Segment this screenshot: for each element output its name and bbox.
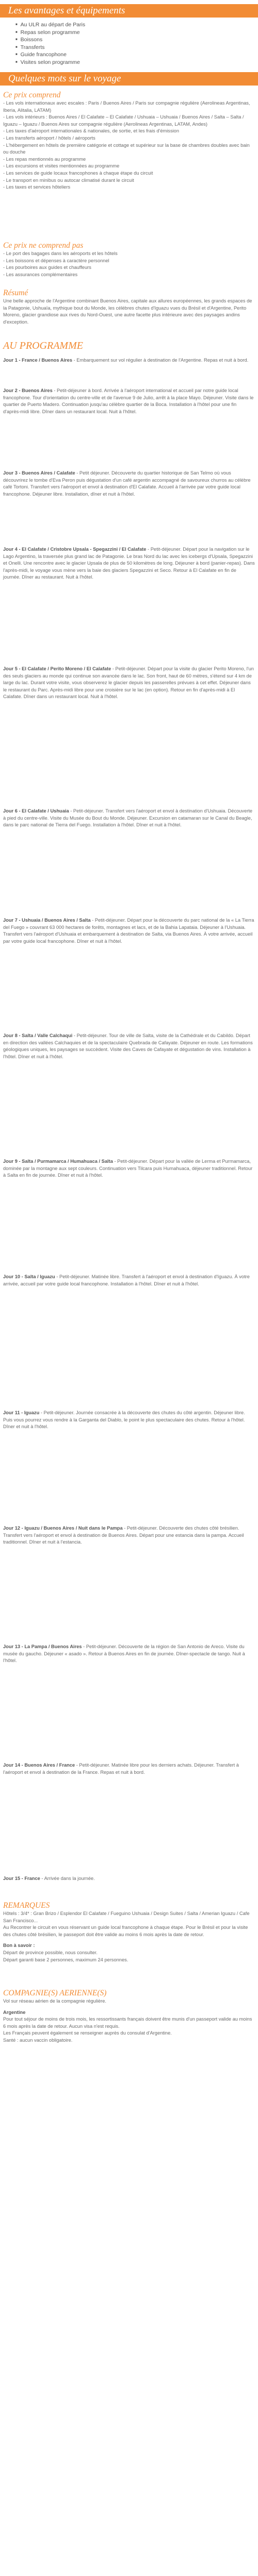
- advantage-item: ■ Boissons: [15, 36, 85, 44]
- day-text: - Petit-déjeuner. Départ pour la découverte du parc national de la « La Tierra del Fuego » couvrant 63 000 hectares de forêts, montagnes et lacs, et de la Bahia Lapataia. Déjeuner à l'Ushuaia. Transfert vers l'aéroport d'Ushuaia et embarquement à destination de Salta, via Buenos Aires. À votre arrivée, accueil par votre guide local francophone. Dîner et nuit à l'hôtel.: [3, 918, 254, 944]
- airline-line: Argentine: [3, 2009, 26, 2015]
- summary-title: Résumé: [3, 289, 28, 297]
- advantage-item: ■ Visites selon programme: [15, 59, 85, 66]
- advantages-list: [15, 21, 85, 66]
- price-included-section: [3, 91, 255, 191]
- program-section: [3, 340, 255, 351]
- day-text: - Petit-déjeuner. Découverte de la région de San Antonio de Areco. Visite du musée du gaucho. Déjeuner « asado ». Retour à Buenos Aires en fin de journée. Dîner-spectacle de tango. Nuit à l'hôtel.: [3, 1644, 245, 1664]
- airline-title: COMPAGNIE(S) AERIENNE(S): [3, 1989, 107, 1997]
- airline-line: Vol sur réseau aérien de la compagnie régulière.: [3, 1998, 107, 2004]
- price-included-line: - Les services de guide locaux francophones à chaque étape du circuit: [3, 170, 153, 176]
- day-block: [3, 357, 255, 364]
- summary-section: [3, 289, 255, 326]
- price-included-line: - L'hébergement en hôtels de première catégorie et cottage et supérieur sur la base de chambres doubles avec bain ou douche: [3, 142, 250, 155]
- day-block: [3, 1525, 255, 1546]
- price-excluded-list: [3, 250, 255, 278]
- day-block: [3, 1032, 255, 1060]
- airline-line: Les Français peuvent également se renseigner auprès du consulat d'Argentine.: [3, 2030, 172, 2036]
- price-included-line: - Le transport en minibus ou autocar climatisé durant le circuit: [3, 177, 134, 183]
- price-included-line: - Les vols intérieurs : Buenos Aires / El Calafate – El Calafate / Ushuaia – Ushuaia / Buenos Aires / Salta – Salta / Iguazu – Iguazu / Buenos Aires sur compagnie régulière (Aerolineas Argentinas, LATAM, Andes): [3, 114, 244, 127]
- day-text: - Petit-déjeuner. Départ pour la visite du glacier Perito Moreno, l'un des seuls glaciers au monde qui continue son avancée dans le lac. Son front, haut de 60 mètres, s'étend sur 4 km de large du lac. Durant votre visite, vous observerez le glacier depuis les passerelles prévues à cet effet. Déjeuner dans le restaurant du Parc. Après-midi libre pour une croisière sur le lac (en option). Retour en fin d'après-midi à El Calafate. Dîner dans un restaurant local. Nuit à l'hôtel.: [3, 666, 254, 700]
- airline-line: Pour tout séjour de moins de trois mois, les ressortissants français doivent être munis d'un passeport valide au moins 6 mois après la date de retour. Aucun visa n'est requis.: [3, 2016, 252, 2029]
- day-title: Jour 12 - Iguazu / Buenos Aires / Nuit dans le Pampa: [3, 1526, 123, 1531]
- remarks-text: [3, 1910, 255, 1963]
- airline-line: Santé : aucun vaccin obligatoire.: [3, 2037, 73, 2043]
- day-text: - Petit-déjeuner. Départ pour la navigation sur le Lago Argentino, la traversée plus grand lac de Patagonie. Le bras Nord du lac avec les icebergs d'Upsala, Spegazzini et Onelli. Une rencontre avec le glacier Upsala de plus de 50 kilomètres de long. Déjeuner à bord (panier-repas). Dans l'après-midi, le voyage vous mène vers la baie des glaciers Spegazzini et Seco. Retour à El Calafate en fin de journée. Dîner au restaurant. Nuit à l'hôtel.: [3, 547, 255, 580]
- remarks-line: Au Recontrer le circuit en vous réservant un guide local francophone à chaque étape. Pour le Brésil et pour la visite des chutes côté brésilien, le passeport doit être valide au moins 6 mois après la date de retour.: [3, 1925, 248, 1937]
- price-excluded-line: - Les pourboires aux guides et chauffeurs: [3, 265, 91, 270]
- day-text: - Embarquement sur vol régulier à destination de l'Argentine. Repas et nuit à bord.: [72, 358, 249, 363]
- day-block: [3, 1643, 255, 1665]
- day-title: Jour 13 - La Pampa / Buenos Aires: [3, 1644, 82, 1649]
- price-excluded-section: [3, 241, 255, 278]
- day-text: - Petit-déjeuner. Journée consacrée à la découverte des chutes du côté argentin. Déjeuner libre. Puis vous pourrez vous rendre à la Garganta del Diablo, le point le plus spectaculaire des chutes. Retour à l'hôtel. Dîner et nuit à l'hôtel.: [3, 1410, 245, 1430]
- day-title: Jour 8 - Salta / Valle Calchaqui: [3, 1033, 73, 1038]
- day-text: - Petit déjeuner. Découverte du quartier historique de San Telmo où vous découvrirez le tombe d'Eva Peron puis dégustation d'un café argentin accompagné de savoureux churros au célèbre café Tortoni. Transfert vers l'aéroport et envol à destination d'El Calafate. Accueil à l'arrivée par votre guide local francophone. Déjeuner libre. Installation, dîner et nuit à l'hôtel.: [3, 470, 251, 497]
- day-block: [3, 387, 255, 415]
- day-title: Jour 1 - France / Buenos Aires: [3, 358, 72, 363]
- day-title: Jour 2 - Buenos Aires: [3, 388, 53, 393]
- advantage-item: ■ Au ULR au départ de Paris: [15, 21, 85, 29]
- day-title: Jour 4 - El Calafate / Cristobre Upsala - Spegazzini / El Calafate: [3, 547, 147, 552]
- day-text: - Arrivée dans la journée.: [40, 1876, 95, 1881]
- advantage-item: ■ Guide francophone: [15, 51, 85, 59]
- price-excluded-title: Ce prix ne comprend pas: [3, 241, 84, 250]
- day-block: [3, 1158, 255, 1179]
- trip-info-banner: Quelques mots sur le voyage: [0, 72, 258, 86]
- day-text: - Petit-déjeuner. Tour de ville de Salta, visite de la Cathédrale et du Cabildo. Départ en direction des vallées Calchaquies et de la spectaculaire Quebrada de Cafayate. Déjeuner en route. Les formations géologiques uniques, les paysages se succèdent. Visite des Caves de Cafayate et dégustation de vins. Installation à l'hôtel. Dîner et nuit à l'hôtel.: [3, 1033, 253, 1059]
- remarks-section: [3, 1901, 255, 1963]
- day-block: [3, 1410, 255, 1431]
- day-text: - Petit-déjeuner. Transfert vers l'aéroport et envol à destination d'Ushuaia. Découverte à pied du centre-ville. Visite du Musée du Bout du Monde. Déjeuner. Excursion en catamaran sur le Canal du Beagle, dans le parc national de Tierra del Fuego. Installation à l'hôtel. Dîner et nuit à l'hôtel.: [3, 808, 253, 828]
- price-excluded-line: - Les assurances complémentaires: [3, 272, 78, 277]
- day-text: - Petit-déjeuner à bord. Arrivée à l'aéroport international et accueil par notre guide local francophone. Tour d'orientation du centre-ville et de l'avenue 9 de Julio, arrêt à la place Mayo. Déjeuner. Visite dans le quartier de Puerto Madero. Continuation jusqu'au célèbre quartier de la Boca. Installation à l'hôtel pour une fin d'après-midi libre. Dîner dans un restaurant local. Nuit à l'hôtel.: [3, 388, 254, 414]
- price-included-title: Ce prix comprend: [3, 91, 61, 99]
- day-block: [3, 1274, 255, 1287]
- day-title: Jour 10 - Salta / Iguazu: [3, 1274, 55, 1279]
- advantage-item: ■ Transferts: [15, 44, 85, 52]
- advantage-item: ■ Repas selon programme: [15, 29, 85, 37]
- day-title: Jour 7 - Ushuaia / Buenos Aires / Salta: [3, 918, 91, 923]
- summary-text: Une belle approche de l'Argentine combinant Buenos Aires, capitale aux allures européennes, les grands espaces de la Patagonie, Ushuaïa, mythique bout du Monde, les célèbres chutes d'Iguazu vues du Brésil et d'Argentine, Perito Moreno, glacier grandiose aux rives du Nord-Ouest, une autre facette plus intérieure avec des paysages andins d'exception.: [3, 298, 252, 325]
- price-included-line: - Les taxes et services hôteliers: [3, 184, 71, 190]
- price-included-line: - Les repas mentionnés au programme: [3, 156, 86, 162]
- price-included-line: - Les taxes d'aéroport internationales & nationales, de sortie, et les frais d'émission: [3, 128, 180, 134]
- day-block: [3, 666, 255, 701]
- day-title: Jour 11 - Iguazu: [3, 1410, 40, 1415]
- day-title: Jour 6 - El Calafate / Ushuaia: [3, 808, 69, 814]
- day-block: [3, 917, 255, 945]
- remarks-title: REMARQUES: [3, 1901, 50, 1910]
- day-text: - Petit-déjeuner. Découverte des chutes côté brésilien. Transfert vers l'aéroport et envol à destination de Buenos Aires. Départ pour une estancia dans la pampa. Accueil traditionnel. Dîner et nuit à l'estancia.: [3, 1526, 244, 1545]
- airline-text: [3, 1998, 255, 2044]
- price-excluded-line: - Les boissons et dépenses à caractère personnel: [3, 258, 109, 263]
- day-text: - Petit-déjeuner. Matinée libre pour les derniers achats. Déjeuner. Transfert à l'aéroport et envol à destination de la France. Repas et nuit à bord.: [3, 1762, 239, 1775]
- day-block: [3, 1762, 255, 1776]
- remarks-line: Départ de province possible, nous consulter.: [3, 1950, 98, 1955]
- day-block: [3, 808, 255, 829]
- day-title: Jour 14 - Buenos Aires / France: [3, 1762, 75, 1768]
- day-block: [3, 1875, 255, 1883]
- airline-section: [3, 1989, 255, 2044]
- remarks-line: Départ garanti base 2 personnes, maximum 24 personnes.: [3, 1957, 128, 1962]
- day-title: Jour 3 - Buenos Aires / Calafate: [3, 470, 75, 476]
- program-title: AU PROGRAMME: [3, 340, 83, 351]
- day-text: - Petit-déjeuner. Matinée libre. Transfert à l'aéroport et envol à destination d'Iguazu. À votre arrivée, accueil par votre guide local francophone. Installation à l'hôtel. Dîner et nuit à l'hôtel.: [3, 1274, 250, 1286]
- advantages-banner: Les avantages et équipements: [0, 4, 258, 18]
- price-included-list: [3, 100, 255, 191]
- day-title: Jour 9 - Salta / Purmamarca / Humahuaca / Salta: [3, 1159, 113, 1164]
- remarks-line: Bon à savoir :: [3, 1943, 35, 1948]
- price-included-line: - Les vols internationaux avec escales : Paris / Buenos Aires / Paris sur compagnie régulière (Aerolineas Argentinas, Iberia, Alitalia, LATAM): [3, 100, 250, 113]
- price-excluded-line: - Le port des bagages dans les aéroports et les hôtels: [3, 251, 118, 256]
- day-title: Jour 15 - France: [3, 1876, 40, 1881]
- day-title: Jour 5 - El Calafate / Perito Moreno / El Calafate: [3, 666, 111, 671]
- day-text: - Petit-déjeuner. Départ pour la vallée de Lerma et Purmamarca, dominée par la montagne aux sept couleurs. Continuation vers Tilcara puis Humahuaca, déjeuner traditionnel. Retour à Salta en fin de journée. Dîner et nuit à l'hôtel.: [3, 1159, 253, 1178]
- day-block: [3, 470, 255, 498]
- price-included-line: - Les transferts aéroport / hôtels / aéroports: [3, 135, 95, 141]
- price-included-line: - Les excursions et visites mentionnées au programme: [3, 163, 120, 169]
- remarks-line: Hôtels : 3/4* : Gran Brizo / Esplendor El Calafate / Fueguino Ushuaia / Design Suites / Salta / Amerian Iguazu / Cafe San Francisco...: [3, 1911, 250, 1923]
- day-block: [3, 546, 255, 581]
